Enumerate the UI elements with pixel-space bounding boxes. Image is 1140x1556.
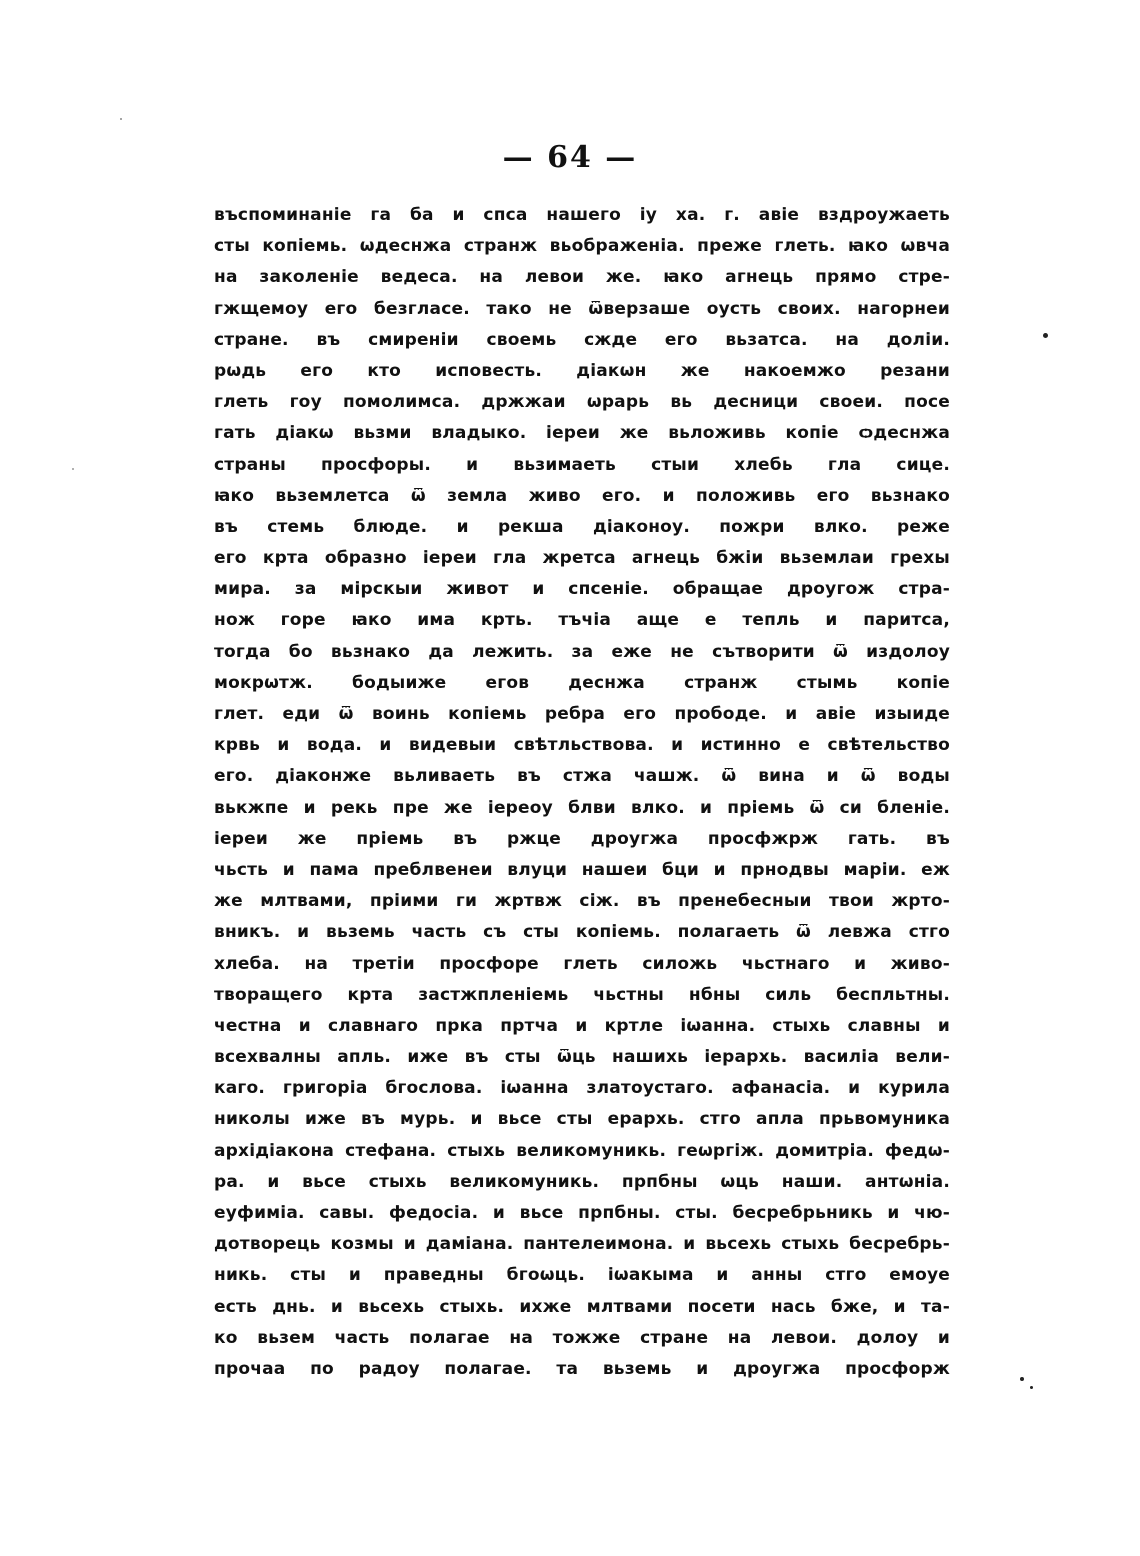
- text-line: ра. и вьсе стыхь великомуникь. прпбны ѡць наши. антѡніа.: [214, 1171, 950, 1192]
- text-line: честна и славнаго прка пртча и кртле іѡанна. стыхь славны и: [214, 1015, 950, 1036]
- scan-speck: [1043, 333, 1048, 338]
- text-line: дотворець козмы и даміана. пантелеимона. и вьсехь стыхь бесребрь-: [214, 1234, 950, 1255]
- text-line: сты копіемь. ѡдеснжа странж вьображеніа. преже глеть. ꙗко ѡвча: [214, 236, 950, 257]
- text-line: его. діаконже вьливаеть въ стжа чашж. ѿ вина и ѿ воды: [214, 766, 950, 787]
- text-line: архідіакона стефана. стыхь великомуникь. геѡргіж. домитріа. федѡ-: [214, 1140, 950, 1161]
- page-number: — 64 —: [502, 140, 638, 175]
- text-line: ꙗко вьземлетса ѿ земла живо его. и положивь его вьзнако: [214, 485, 950, 506]
- text-line: же млтвами, пріими ги жртвж сіж. въ пренебесныи твои жрто-: [214, 891, 950, 912]
- text-line: мира. за мірскыи живот и спсеніе. обращае дроугож стра-: [214, 579, 950, 600]
- text-line: ко вьзем часть полагае на тожже стране на левои. долоу и: [214, 1327, 950, 1348]
- text-line: еуфиміа. савы. федосіа. и вьсе прпбны. сты. бесребрьникь и чю-: [214, 1203, 950, 1223]
- text-line: гать діакѡ вьзми владыко. іереи же вьложивь копіе ѻдеснжа: [214, 423, 950, 444]
- text-line: крвь и вода. и видевыи свѣтльствова. и истинно е свѣтельство: [214, 735, 950, 756]
- text-line: вникъ. и вьземь часть съ сты копіемь. полагаеть ѿ левжа стго: [214, 922, 950, 943]
- text-line: мокрѡтж. бодыиже егов деснжа странж стымь копіе: [214, 672, 950, 693]
- text-line: на заколеніе ведеса. на левои же. ꙗко агнець прямо стре-: [214, 267, 950, 288]
- scan-speck: [1020, 1377, 1024, 1381]
- text-line: прочаа по радоу полагае. та вьземь и дроугжа просфорж: [214, 1358, 950, 1379]
- text-line: глеть гоу помолимса. држжаи ѡрарь вь десници своеи. посе: [214, 392, 950, 413]
- text-line: каго. григоріа бгослова. іѡанна златоустаго. афанасіа. и курила: [214, 1078, 950, 1099]
- text-line: есть днь. и вьсехь стыхь. ихже млтвами посети нась бже, и та-: [214, 1296, 950, 1317]
- text-line: іереи же пріемь въ ржце дроугжа просфжрж гать. въ: [214, 828, 950, 849]
- scan-speck: [72, 468, 74, 470]
- text-line: глет. еди ѿ воинь копіемь ребра его прободе. и авіе изыиде: [214, 704, 950, 724]
- text-line: въспоминаніе га ба и спса нашего іу ха. г. авіе вздроужаеть: [214, 205, 950, 225]
- text-line: нож горе ꙗко има крть. тъчіа аще е тепль и паритса,: [214, 610, 950, 631]
- text-line: страны просфоры. и вьзимаеть стыи хлебь гла сице.: [214, 454, 950, 475]
- text-line: тогда бо вьзнако да лежить. за еже не сътворити ѿ издолоу: [214, 641, 950, 662]
- text-line: рѡдь его кто исповесть. діакѡн же накоемжо резани: [214, 360, 950, 381]
- scan-speck: [120, 118, 122, 120]
- text-line: творащего крта застжпленіемь чьстны нбны силь беспльтны.: [214, 984, 950, 1005]
- text-block: [214, 200, 950, 1385]
- text-line: николы иже въ мурь. и вьсе сты ерархь. стго апла прьвомуника: [214, 1109, 950, 1130]
- scan-speck: [1030, 1386, 1033, 1389]
- text-line: гжщемоу его безгласе. тако не ѿверзаше оусть своих. нагорнеи: [214, 298, 950, 319]
- text-line: въ стемь блюде. и рекша діаконоу. пожри влко. реже: [214, 516, 950, 537]
- text-line: чьсть и пама преблвенеи влуци нашеи бци и прнодвы маріи. еж: [214, 859, 950, 880]
- text-line: стране. въ смиреніи своемь сжде его вьзатса. на доліи.: [214, 329, 950, 350]
- text-line: всехвалны апль. иже въ сты ѿць нашихь іерархь. василіа вели-: [214, 1047, 950, 1068]
- text-line: никь. сты и праведны бгоѡць. іѡакыма и анны стго емоуе: [214, 1265, 950, 1286]
- text-line: хлеба. на третіи просфоре глеть силожь чьстнаго и живо-: [214, 953, 950, 974]
- text-line: его крта образно іереи гла жретса агнець бжіи вьземлаи грехы: [214, 548, 950, 569]
- text-line: вькжпе и рекь пре же іереоу блви влко. и пріемь ѿ си бленіе.: [214, 797, 950, 818]
